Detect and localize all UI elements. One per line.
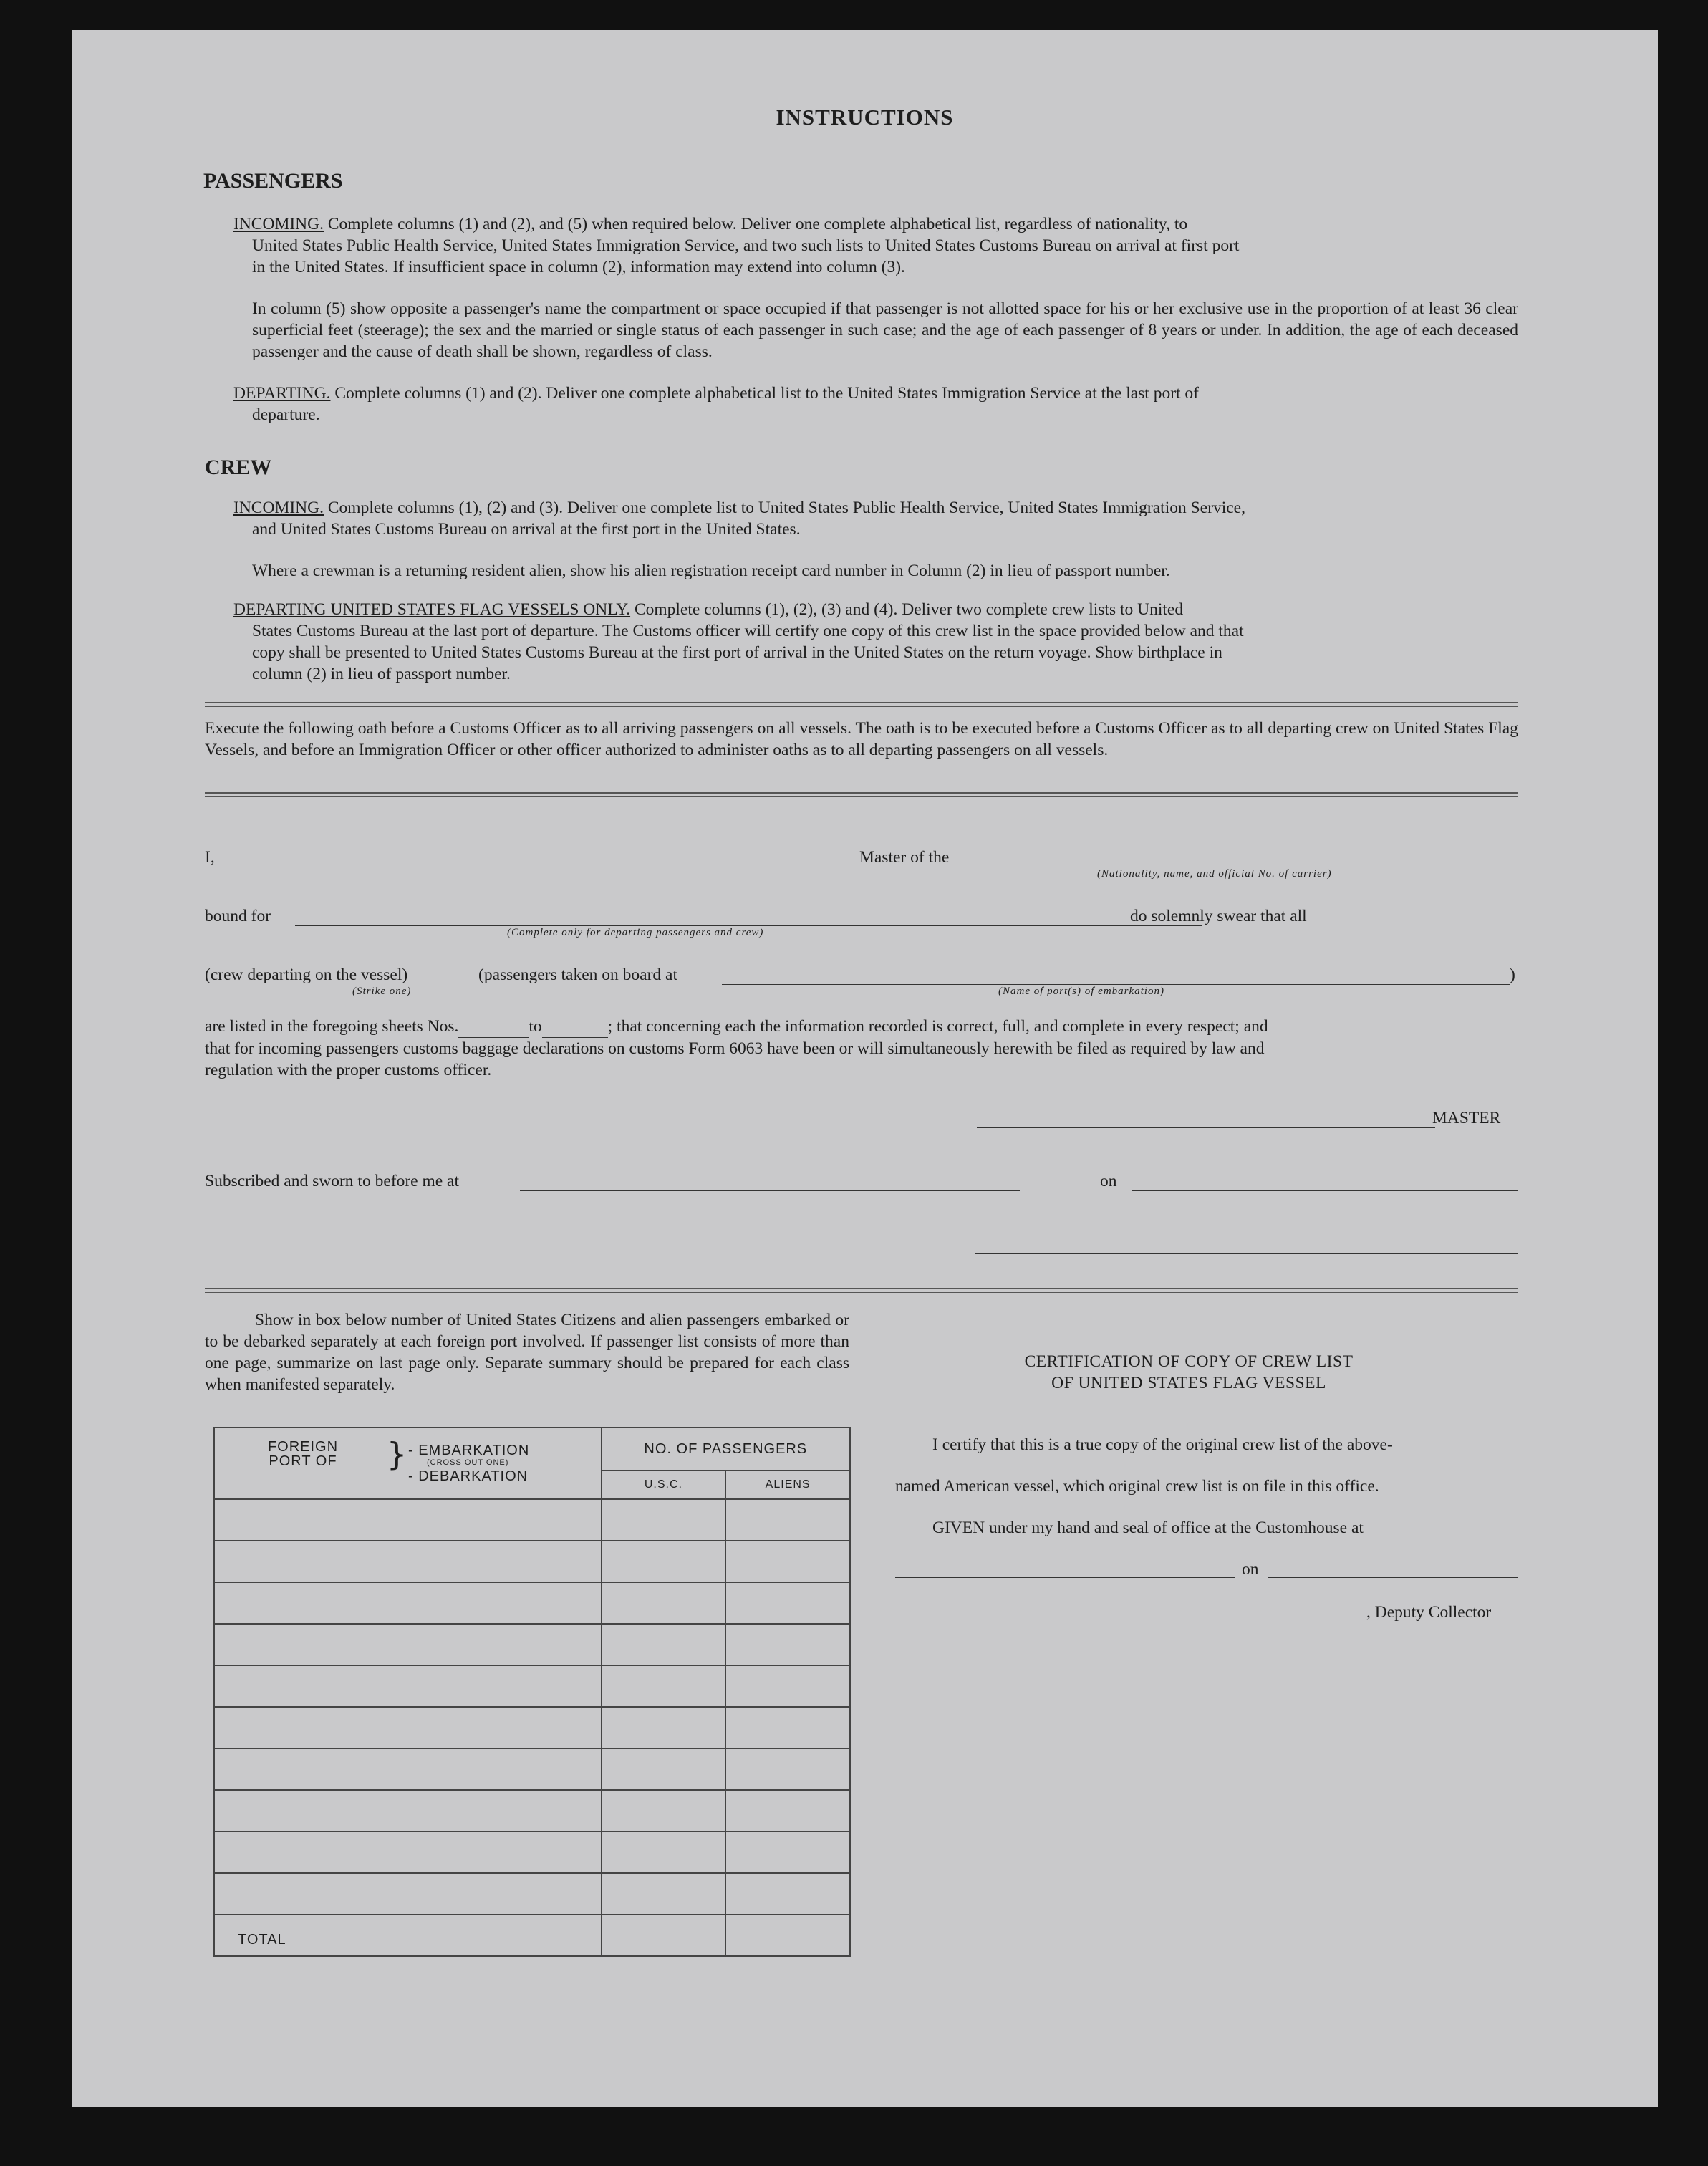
port-cell[interactable] xyxy=(214,1665,602,1707)
cross-out-one-note: (CROSS OUT ONE) xyxy=(427,1458,509,1467)
aliens-cell[interactable] xyxy=(725,1748,850,1790)
usc-cell[interactable] xyxy=(602,1624,726,1665)
aliens-header: ALIENS xyxy=(725,1471,850,1499)
certification-text-1: I certify that this is a true copy of the original crew list of the above- xyxy=(932,1435,1393,1454)
master-signature-field[interactable] xyxy=(977,1127,1435,1128)
master-label: MASTER xyxy=(1432,1109,1501,1127)
aliens-cell[interactable] xyxy=(725,1832,850,1873)
oath-i-label: I, xyxy=(205,848,215,867)
port-of-embarkation-field[interactable] xyxy=(722,984,1510,985)
certification-heading-2: OF UNITED STATES FLAG VESSEL xyxy=(1051,1374,1326,1392)
listed-prefix: are listed in the foregoing sheets Nos. xyxy=(205,1017,459,1036)
certification-on-label: on xyxy=(1242,1560,1259,1579)
aliens-cell[interactable] xyxy=(725,1873,850,1915)
port-cell[interactable] xyxy=(214,1790,602,1832)
master-of-label: Master of the xyxy=(859,848,950,867)
sworn-place-field[interactable] xyxy=(520,1190,1020,1191)
divider xyxy=(205,1288,1518,1289)
crew-incoming-label: INCOMING. xyxy=(233,499,324,517)
crew-incoming-text-2: and United States Customs Bureau on arrival at the first port in the United States. xyxy=(252,520,801,539)
usc-cell[interactable] xyxy=(602,1790,726,1832)
port-cell[interactable] xyxy=(214,1624,602,1665)
sworn-date-field[interactable] xyxy=(1132,1190,1518,1191)
passengers-incoming-para xyxy=(233,213,1518,278)
passengers-departing-text-2: departure. xyxy=(252,405,320,424)
certification-heading xyxy=(924,1351,1454,1394)
crew-incoming-text-1: Complete columns (1), (2) and (3). Deliver one complete list to United States Public Health Service, United States Immigration Service, xyxy=(327,499,1245,517)
passengers-incoming-label: INCOMING. xyxy=(233,215,324,234)
summary-instructions: Show in box below number of United States Citizens and alien passengers embarked or to be debarked separately at each foreign port involved. If passenger list consists of more than one page, summarize on last page only. Separate summary should be prepared for each class when manifested separately. xyxy=(205,1311,849,1394)
passengers-incoming-text-2: United States Public Health Service, United States Immigration Service, and two such lists to United States Customs Bureau on arrival at first port xyxy=(252,236,1240,255)
usc-cell[interactable] xyxy=(602,1665,726,1707)
passengers-heading: PASSENGERS xyxy=(203,169,343,193)
subscribed-label: Subscribed and sworn to before me at xyxy=(205,1172,460,1190)
embarkation-label: - EMBARKATION xyxy=(408,1443,530,1458)
port-cell[interactable] xyxy=(214,1582,602,1624)
divider xyxy=(205,792,1518,794)
name-of-port-note: (Name of port(s) of embarkation) xyxy=(998,986,1164,997)
listed-line-1-rest: ; that concerning each the information recorded is correct, full, and complete in every respect; and xyxy=(607,1017,1268,1036)
strike-one-note: (Strike one) xyxy=(352,986,412,997)
sheet-to-field[interactable] xyxy=(542,1016,608,1038)
no-of-passengers-header: NO. OF PASSENGERS xyxy=(602,1428,850,1471)
crew-departing-option: (crew departing on the vessel) xyxy=(205,966,408,984)
port-cell[interactable] xyxy=(214,1873,602,1915)
usc-cell[interactable] xyxy=(602,1582,726,1624)
aliens-cell[interactable] xyxy=(725,1790,850,1832)
port-cell[interactable] xyxy=(214,1541,602,1582)
bound-for-field[interactable] xyxy=(295,925,1202,926)
usc-cell[interactable] xyxy=(602,1707,726,1748)
aliens-cell[interactable] xyxy=(725,1707,850,1748)
form-page xyxy=(72,30,1658,2107)
crew-resident-para: Where a crewman is a returning resident alien, show his alien registration receipt card number in Column (2) in lieu of passport number. xyxy=(252,562,1170,580)
crew-departing-label: DEPARTING UNITED STATES FLAG VESSELS ONLY. xyxy=(233,600,631,619)
usc-header: U.S.C. xyxy=(602,1471,726,1499)
listed-line-2: that for incoming passengers customs baggage declarations on customs Form 6063 have been or will simultaneously herewith be filed as required by law and xyxy=(205,1039,1265,1058)
crew-heading: CREW xyxy=(205,456,272,479)
crew-incoming-para xyxy=(233,497,1518,540)
sheet-from-field[interactable] xyxy=(458,1016,529,1038)
divider xyxy=(205,796,1518,797)
total-label: TOTAL xyxy=(214,1915,602,1956)
usc-cell[interactable] xyxy=(602,1832,726,1873)
usc-total-cell[interactable] xyxy=(602,1915,726,1956)
usc-cell[interactable] xyxy=(602,1873,726,1915)
crew-departing-text-1: Complete columns (1), (2), (3) and (4). Deliver two complete crew lists to United xyxy=(634,600,1184,619)
aliens-cell[interactable] xyxy=(725,1624,850,1665)
customhouse-field[interactable] xyxy=(895,1577,1235,1578)
passenger-summary-table xyxy=(213,1427,851,1957)
crew-departing-text-3: copy shall be presented to United States Customs Bureau at the first port of arrival in the United States on the return voyage. Show birthplace in xyxy=(252,643,1222,662)
passengers-departing-label: DEPARTING. xyxy=(233,384,331,403)
passengers-departing-para xyxy=(233,382,1518,425)
listed-paragraph xyxy=(205,1016,1518,1081)
certification-text-2: named American vessel, which original crew list is on file in this office. xyxy=(895,1477,1379,1496)
sworn-on-label: on xyxy=(1100,1172,1117,1190)
crew-departing-para xyxy=(233,599,1518,685)
aliens-cell[interactable] xyxy=(725,1665,850,1707)
foreign-port-of-label: FOREIGN PORT OF xyxy=(267,1439,339,1469)
foreign-port-header xyxy=(214,1428,602,1499)
debarkation-label: - DEBARKATION xyxy=(408,1468,529,1484)
complete-only-note: (Complete only for departing passengers and crew) xyxy=(507,927,764,938)
swear-label: do solemnly swear that all xyxy=(1130,907,1307,925)
close-paren: ) xyxy=(1510,966,1515,984)
divider xyxy=(205,1292,1518,1293)
aliens-total-cell[interactable] xyxy=(725,1915,850,1956)
divider xyxy=(205,706,1518,707)
to-label: to xyxy=(529,1017,542,1036)
usc-cell[interactable] xyxy=(602,1499,726,1541)
usc-cell[interactable] xyxy=(602,1541,726,1582)
bound-for-label: bound for xyxy=(205,907,271,925)
passengers-incoming-text-3: in the United States. If insufficient space in column (2), information may extend into column (3). xyxy=(252,258,905,276)
passengers-taken-option: (passengers taken on board at xyxy=(478,966,677,984)
deputy-collector-label: , Deputy Collector xyxy=(1366,1603,1492,1622)
nationality-note: (Nationality, name, and official No. of carrier) xyxy=(1097,868,1332,880)
certification-heading-1: CERTIFICATION OF COPY OF CREW LIST xyxy=(1024,1352,1354,1371)
port-cell[interactable] xyxy=(214,1748,602,1790)
usc-cell[interactable] xyxy=(602,1748,726,1790)
port-cell[interactable] xyxy=(214,1707,602,1748)
port-cell[interactable] xyxy=(214,1832,602,1873)
certification-text-3: GIVEN under my hand and seal of office at the Customhouse at xyxy=(932,1518,1364,1537)
port-cell[interactable] xyxy=(214,1499,602,1541)
certification-date-field[interactable] xyxy=(1268,1577,1518,1578)
aliens-cell[interactable] xyxy=(725,1582,850,1624)
passengers-column5-para: In column (5) show opposite a passenger's name the compartment or space occupied if that passenger is not allotted space for his or her exclusive use in the proportion of at least 36 clear superficial feet (steerage); the sex and the married or single status of each passenger in such case; and the age of each passenger of 8 years or under. In addition, the age of each deceased passenger and the cause of death shall be shown, regardless of class. xyxy=(252,299,1518,361)
oath-intro: Execute the following oath before a Customs Officer as to all arriving passengers on all vessels. The oath is to be executed before a Customs Officer as to all departing crew on United States Flag Vessels, and before an Immigration Officer or other officer authorized to administer oaths as to all departing passengers on all vessels. xyxy=(205,719,1518,759)
officer-signature-field[interactable] xyxy=(975,1253,1518,1254)
crew-departing-text-2: States Customs Bureau at the last port of departure. The Customs officer will certify one copy of this crew list in the space provided below and that xyxy=(252,622,1244,640)
listed-line-3: regulation with the proper customs officer. xyxy=(205,1061,492,1079)
aliens-cell[interactable] xyxy=(725,1499,850,1541)
passengers-incoming-text-1: Complete columns (1) and (2), and (5) when required below. Deliver one complete alphabetical list, regardless of nationality, to xyxy=(327,215,1188,234)
crew-departing-text-4: column (2) in lieu of passport number. xyxy=(252,665,511,683)
aliens-cell[interactable] xyxy=(725,1541,850,1582)
passengers-departing-text-1: Complete columns (1) and (2). Deliver one complete alphabetical list to the United States Immigration Service at the last port of xyxy=(334,384,1200,403)
divider xyxy=(205,702,1518,703)
brace-icon: } xyxy=(387,1436,407,1473)
page-title: INSTRUCTIONS xyxy=(776,105,954,130)
